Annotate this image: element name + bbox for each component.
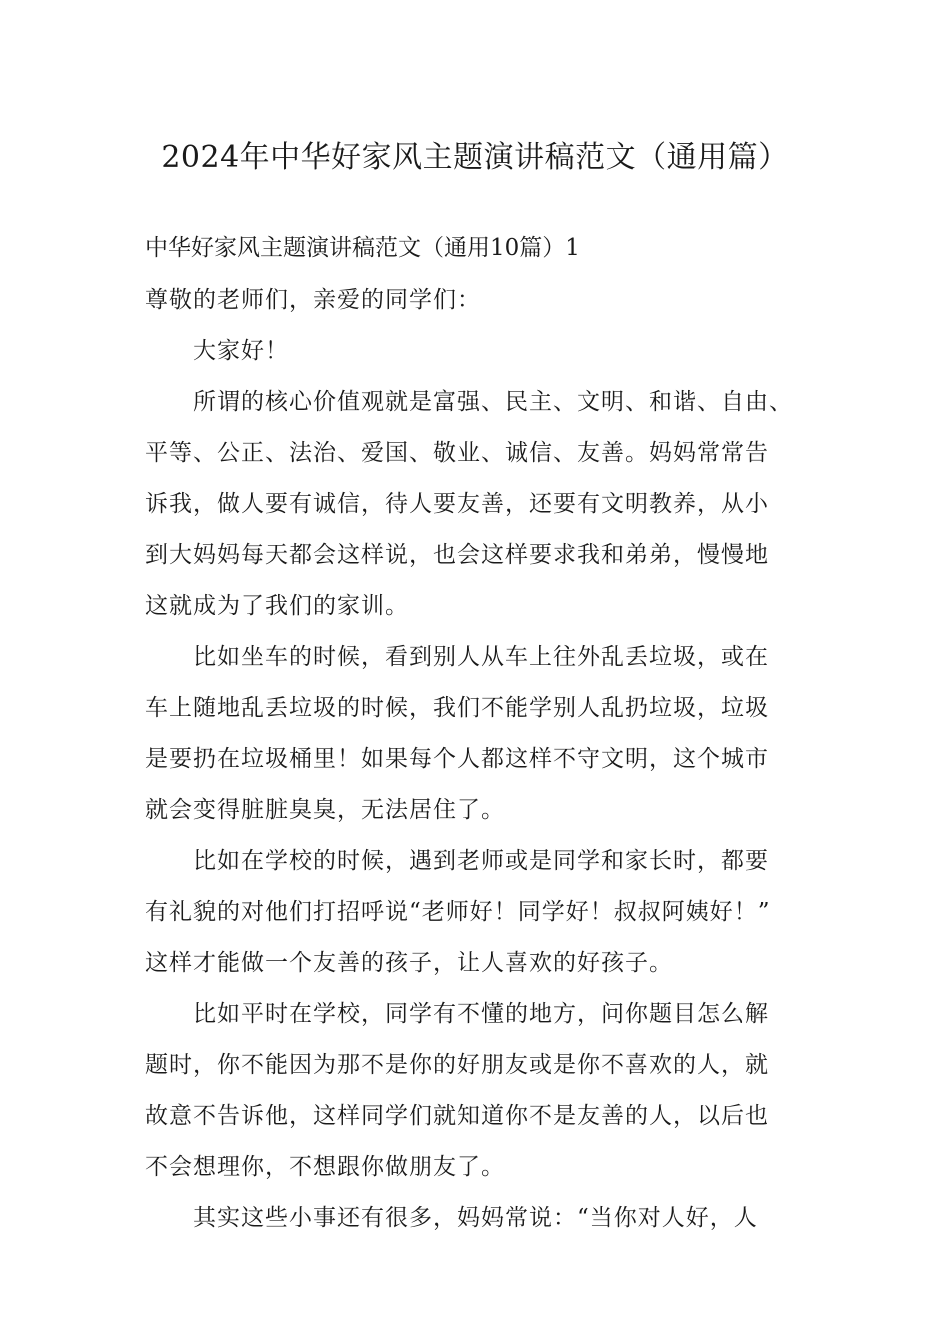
paragraph-5 <box>145 1193 815 1244</box>
paragraph-line: 这就成为了我们的家训。 <box>145 593 409 619</box>
paragraph-line: 就会变得脏脏臭臭，无法居住了。 <box>145 797 505 823</box>
paragraph-line: 是要扔在垃圾桶里！如果每个人都这样不守文明，这个城市 <box>145 746 769 772</box>
paragraph-line: 比如在学校的时候，遇到老师或是同学和家长时，都要 <box>193 848 769 874</box>
paragraph-line: 诉我，做人要有诚信，待人要友善，还要有文明教养，从小 <box>145 491 769 517</box>
paragraph-line: 所谓的核心价值观就是富强、民主、文明、和谐、自由、 <box>193 389 793 415</box>
paragraph-line: 题时，你不能因为那不是你的好朋友或是你不喜欢的人，就 <box>145 1052 769 1078</box>
document-body <box>145 227 815 1244</box>
paragraph-line: 不会想理你，不想跟你做朋友了。 <box>145 1154 505 1180</box>
paragraph-line: 故意不告诉他，这样同学们就知道你不是友善的人，以后也 <box>145 1103 769 1129</box>
paragraph-1 <box>145 377 815 632</box>
paragraph-line: 到大妈妈每天都会这样说，也会这样要求我和弟弟，慢慢地 <box>145 542 769 568</box>
salutation: 尊敬的老师们，亲爱的同学们： <box>145 287 481 313</box>
greeting: 大家好！ <box>193 338 289 364</box>
paragraph-line: 有礼貌的对他们打招呼说“老师好！同学好！叔叔阿姨好！” <box>145 899 771 925</box>
paragraph-line: 比如坐车的时候，看到别人从车上往外乱丢垃圾，或在 <box>193 644 769 670</box>
document-title: 2024年中华好家风主题演讲稿范文（通用篇） <box>161 140 789 175</box>
paragraph-3 <box>145 836 815 989</box>
paragraph-line: 车上随地乱丢垃圾的时候，我们不能学别人乱扔垃圾，垃圾 <box>145 695 769 721</box>
paragraph-line: 平等、公正、法治、爱国、敬业、诚信、友善。妈妈常常告 <box>145 440 769 466</box>
paragraph-4 <box>145 989 815 1193</box>
paragraph-line: 比如平时在学校，同学有不懂的地方，问你题目怎么解 <box>193 1001 769 1027</box>
section-heading: 中华好家风主题演讲稿范文（通用10篇）1 <box>145 235 580 261</box>
paragraph-2 <box>145 632 815 836</box>
paragraph-line: 这样才能做一个友善的孩子，让人喜欢的好孩子。 <box>145 950 673 976</box>
paragraph-line: 其实这些小事还有很多，妈妈常说：“当你对人好，人 <box>193 1205 758 1231</box>
